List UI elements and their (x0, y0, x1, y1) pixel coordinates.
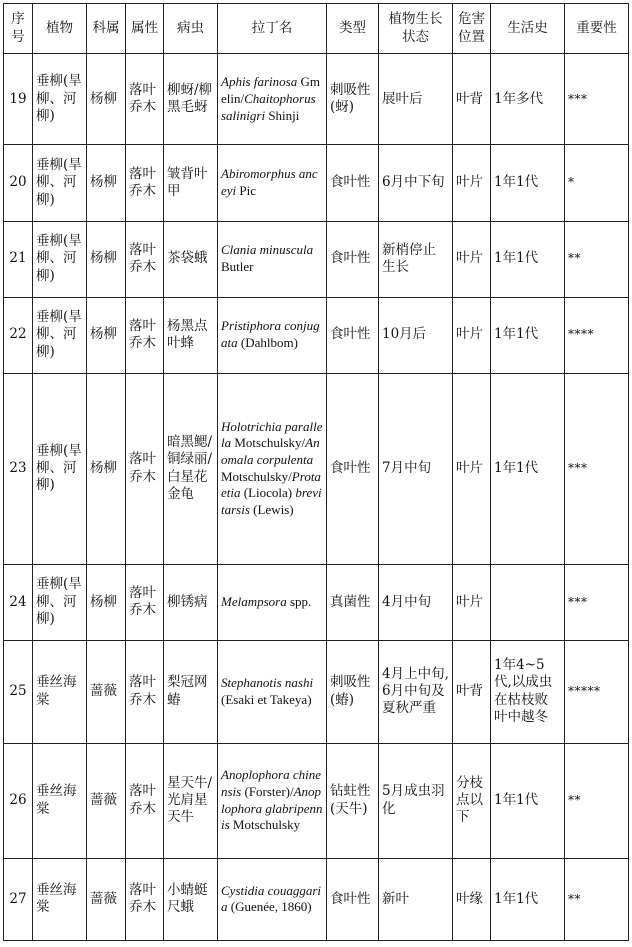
cell-family: 蔷薇 (87, 640, 126, 743)
header-latin: 拉丁名 (218, 4, 327, 54)
cell-life: 1年1代 (491, 221, 565, 297)
cell-plant: 垂柳(旱柳、河柳) (33, 221, 87, 297)
cell-growth: 7月中旬 (379, 373, 453, 564)
latin-name-part: Pic (236, 182, 257, 198)
cell-no: 27 (4, 858, 33, 940)
cell-latin (218, 858, 327, 940)
cell-no: 21 (4, 221, 33, 297)
cell-family: 杨柳 (87, 54, 126, 145)
cell-latin (218, 564, 327, 640)
pest-table (3, 3, 629, 941)
cell-pest: 柳锈病 (164, 564, 218, 640)
cell-life: 1年1代 (491, 297, 565, 373)
header-importance: 重要性 (565, 4, 629, 54)
cell-growth: 5月成虫羽化 (379, 743, 453, 858)
cell-plant: 垂柳(旱柳、河柳) (33, 373, 87, 564)
cell-life: 1年多代 (491, 54, 565, 145)
cell-type: 食叶性 (327, 221, 379, 297)
cell-no: 24 (4, 564, 33, 640)
table-row (4, 54, 629, 145)
table-row (4, 858, 629, 940)
cell-life: 1年1代 (491, 858, 565, 940)
cell-position: 叶片 (453, 145, 491, 221)
header-type: 类型 (327, 4, 379, 54)
cell-importance: *** (565, 373, 629, 564)
cell-family: 蔷薇 (87, 743, 126, 858)
cell-family: 杨柳 (87, 564, 126, 640)
latin-name-part: (Dahlbom) (237, 335, 298, 351)
cell-position: 叶片 (453, 373, 491, 564)
cell-attr: 落叶乔木 (126, 564, 164, 640)
cell-latin (218, 54, 327, 145)
cell-life: 1年1代 (491, 145, 565, 221)
cell-position: 叶片 (453, 564, 491, 640)
cell-growth: 4月中旬 (379, 564, 453, 640)
latin-name-part: (Lewis) (249, 501, 294, 517)
latin-name-part: Holotrichia parallela (221, 418, 323, 451)
cell-type: 食叶性 (327, 858, 379, 940)
latin-name-part: Aphis farinosa (221, 74, 298, 90)
latin-name-part: Motschulsky (229, 817, 301, 833)
latin-name-part: (Forster)/ (241, 784, 294, 800)
latin-name-part: (Guenée, 1860) (227, 899, 312, 915)
latin-name-part: (Liocola) (240, 485, 296, 501)
cell-attr: 落叶乔木 (126, 297, 164, 373)
latin-name-part: Chaitophorus salinigri (221, 90, 316, 123)
cell-position: 叶缘 (453, 858, 491, 940)
cell-pest: 梨冠网蝽 (164, 640, 218, 743)
cell-importance: ***** (565, 640, 629, 743)
latin-name-part: Shinji (265, 107, 300, 123)
cell-importance: **** (565, 297, 629, 373)
cell-importance: *** (565, 54, 629, 145)
cell-pest: 小蜻蜓尺蛾 (164, 858, 218, 940)
cell-type: 食叶性 (327, 297, 379, 373)
latin-name-part: Anoplophora chinensis (221, 767, 322, 800)
cell-family: 杨柳 (87, 145, 126, 221)
cell-attr: 落叶乔木 (126, 54, 164, 145)
cell-family: 杨柳 (87, 221, 126, 297)
cell-position: 叶背 (453, 640, 491, 743)
cell-no: 20 (4, 145, 33, 221)
header-position: 危害位置 (453, 4, 491, 54)
latin-name-part: Pristiphora conjugata (221, 318, 320, 351)
table-row (4, 297, 629, 373)
cell-growth: 6月中下旬 (379, 145, 453, 221)
cell-attr: 落叶乔木 (126, 640, 164, 743)
table-row (4, 221, 629, 297)
cell-attr: 落叶乔木 (126, 858, 164, 940)
cell-no: 26 (4, 743, 33, 858)
latin-name-part: Motschulsky/ (231, 435, 306, 451)
header-growth: 植物生长状态 (379, 4, 453, 54)
header-plant: 植物 (33, 4, 87, 54)
cell-type: 真菌性 (327, 564, 379, 640)
cell-pest: 柳蚜/柳黑毛蚜 (164, 54, 218, 145)
latin-name-part: spp. (286, 593, 312, 609)
cell-position: 叶片 (453, 221, 491, 297)
cell-importance: *** (565, 564, 629, 640)
cell-importance: ** (565, 743, 629, 858)
latin-name-part: Protaetia (221, 468, 321, 501)
cell-pest: 杨黑点叶蜂 (164, 297, 218, 373)
cell-family: 蔷薇 (87, 858, 126, 940)
latin-name-part: Butler (221, 259, 254, 275)
latin-name-part: Anoplophora glabripennis (221, 784, 323, 833)
cell-pest: 星天牛/光肩星天牛 (164, 743, 218, 858)
cell-attr: 落叶乔木 (126, 373, 164, 564)
cell-latin (218, 145, 327, 221)
latin-name-part: Motschulsky/ (221, 468, 292, 484)
cell-attr: 落叶乔木 (126, 743, 164, 858)
cell-type: 食叶性 (327, 373, 379, 564)
latin-name-part: Cystidia couaggaria (221, 882, 322, 915)
cell-growth: 新叶 (379, 858, 453, 940)
cell-no: 25 (4, 640, 33, 743)
header-family: 科属 (87, 4, 126, 54)
cell-importance: * (565, 145, 629, 221)
header-pest: 病虫 (164, 4, 218, 54)
cell-no: 23 (4, 373, 33, 564)
cell-life: 1年1代 (491, 743, 565, 858)
latin-name-part: Clania minuscula (221, 242, 314, 258)
cell-no: 22 (4, 297, 33, 373)
header-attr: 属性 (126, 4, 164, 54)
cell-plant: 垂丝海棠 (33, 743, 87, 858)
cell-plant: 垂柳(旱柳、河柳) (33, 54, 87, 145)
cell-family: 杨柳 (87, 373, 126, 564)
cell-position: 叶背 (453, 54, 491, 145)
header-row (4, 4, 629, 54)
latin-name-part: Stephanotis nashi (221, 675, 314, 691)
cell-latin (218, 221, 327, 297)
cell-latin (218, 743, 327, 858)
header-life: 生活史 (491, 4, 565, 54)
latin-name-part: Gmelin/ (221, 74, 320, 106)
cell-plant: 垂柳(旱柳、河柳) (33, 564, 87, 640)
cell-latin (218, 640, 327, 743)
cell-growth: 新梢停止生长 (379, 221, 453, 297)
cell-plant: 垂丝海棠 (33, 640, 87, 743)
cell-latin (218, 373, 327, 564)
cell-type: 食叶性 (327, 145, 379, 221)
table-row (4, 640, 629, 743)
cell-importance: ** (565, 858, 629, 940)
cell-position: 分枝点以下 (453, 743, 491, 858)
latin-name-part: Abiromorphus anceyi (221, 166, 318, 198)
cell-no: 19 (4, 54, 33, 145)
cell-plant: 垂柳(旱柳、河柳) (33, 297, 87, 373)
cell-life (491, 564, 565, 640)
cell-importance: ** (565, 221, 629, 297)
cell-life: 1年1代 (491, 373, 565, 564)
cell-type: 刺吸性(蝽) (327, 640, 379, 743)
cell-plant: 垂柳(旱柳、河柳) (33, 145, 87, 221)
cell-type: 钻蛀性(天牛) (327, 743, 379, 858)
header-no: 序号 (4, 4, 33, 54)
cell-type: 刺吸性(蚜) (327, 54, 379, 145)
cell-pest: 皱背叶甲 (164, 145, 218, 221)
cell-growth: 展叶后 (379, 54, 453, 145)
cell-attr: 落叶乔木 (126, 221, 164, 297)
table-row (4, 564, 629, 640)
table-row (4, 373, 629, 564)
cell-pest: 暗黑鳃/铜绿丽/白星花金龟 (164, 373, 218, 564)
table-row (4, 145, 629, 221)
cell-pest: 茶袋蛾 (164, 221, 218, 297)
cell-life: 1年4~5代,以成虫在枯枝败叶中越冬 (491, 640, 565, 743)
table-row (4, 743, 629, 858)
cell-growth: 4月上中旬,6月中旬及夏秋严重 (379, 640, 453, 743)
cell-growth: 10月后 (379, 297, 453, 373)
latin-name-part: brevitarsis (221, 485, 322, 517)
latin-name-part: (Esaki et Takeya) (221, 691, 312, 707)
cell-family: 杨柳 (87, 297, 126, 373)
cell-position: 叶片 (453, 297, 491, 373)
cell-plant: 垂丝海棠 (33, 858, 87, 940)
cell-attr: 落叶乔木 (126, 145, 164, 221)
latin-name-part: Melampsora (221, 593, 287, 609)
cell-latin (218, 297, 327, 373)
latin-name-part: Anomala corpulenta (221, 435, 320, 468)
